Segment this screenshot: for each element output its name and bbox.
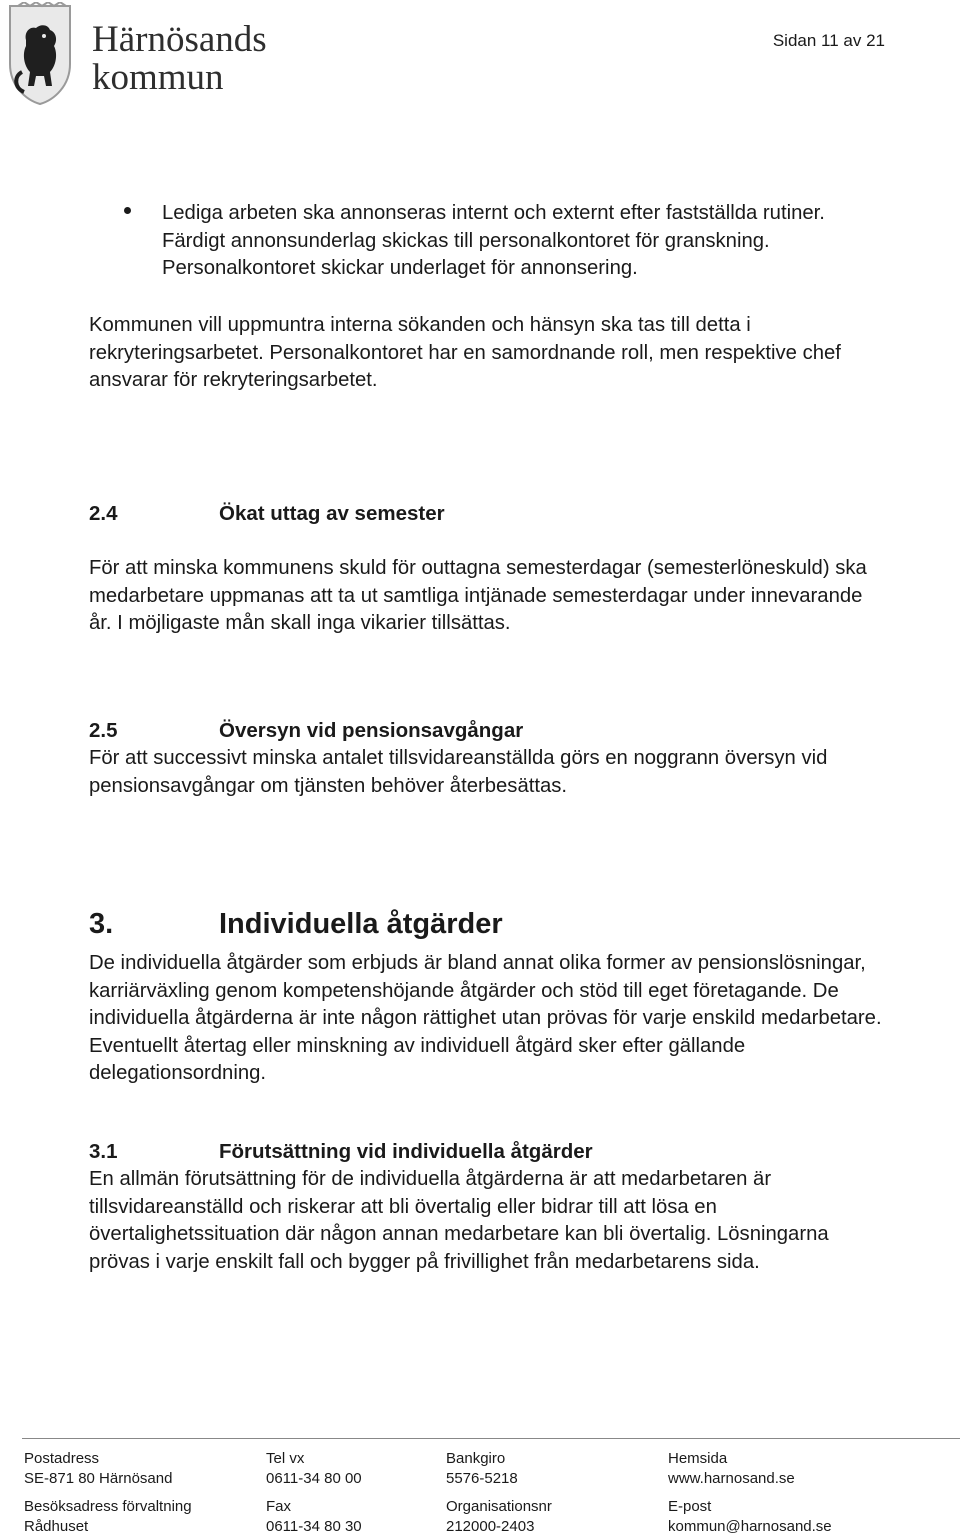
page-number: Sidan 11 av 21 <box>772 31 885 50</box>
footer-col-web <box>668 1449 832 1537</box>
logo-line-2: kommun <box>92 57 224 98</box>
footer-col-bank <box>446 1449 552 1537</box>
section-3-number: 3. <box>89 908 114 940</box>
section-3-title: Individuella åtgärder <box>219 908 503 940</box>
footer-hemsida-link[interactable]: www.harnosand.se <box>668 1470 795 1487</box>
section-2-5-title: Översyn vid pensionsavgångar <box>219 719 524 742</box>
footer-col-address <box>24 1449 192 1537</box>
section-2-4-body: För att minska kommunens skuld för outtagna semesterdagar (semesterlöneskuld) ska medarbetare uppmanas att ta ut samtliga intjänade semesterdagar under innevarande år. I möjligaste mån skall inga vikarier tillsättas. <box>89 557 867 634</box>
footer-bankgiro-value: 5576-5218 <box>446 1470 518 1487</box>
footer-epost-link[interactable]: kommun@harnosand.se <box>668 1518 832 1535</box>
footer-besok-value: Rådhuset <box>24 1518 89 1535</box>
footer-tel-label: Tel vx <box>266 1450 305 1467</box>
coat-of-arms-icon <box>4 2 76 106</box>
footer-epost-label: E-post <box>668 1498 712 1515</box>
section-3-1-title: Förutsättning vid individuella åtgärder <box>219 1140 593 1163</box>
footer-postadress-value: SE-871 80 Härnösand <box>24 1470 173 1487</box>
logo-line-1: Härnösands <box>92 19 267 60</box>
footer-postadress-label: Postadress <box>24 1450 100 1467</box>
footer-hemsida-label: Hemsida <box>668 1450 728 1467</box>
section-3-1-body: En allmän förutsättning för de individuella åtgärderna är att medarbetaren är tillsvidareanställd och riskerar att bli övertalig eller bidrar till att lösa en övertalighetssituation där någon annan medarbetare kan bli övertalig. Lösningarna prövas i varje enskilt fall och bygger på frivillighet från medarbetarens sida. <box>89 1168 829 1273</box>
footer-orgnr-value: 212000-2403 <box>446 1518 535 1535</box>
section-2-4-number: 2.4 <box>89 502 118 525</box>
footer-bankgiro-label: Bankgiro <box>446 1450 506 1467</box>
section-2-5-body: För att successivt minska antalet tillsvidareanställda görs en noggrann översyn vid pensionsavgångar om tjänsten behöver återbesättas. <box>89 747 828 797</box>
footer-besok-label: Besöksadress förvaltning <box>24 1498 192 1515</box>
footer-tel-value: 0611-34 80 00 <box>266 1470 362 1487</box>
intro-paragraph: Kommunen vill uppmuntra interna sökanden och hänsyn ska tas till detta i rekryteringsarbetet. Personalkontoret har en samordnande roll, men respektive chef ansvarar för rekryteringsarbetet. <box>89 314 841 391</box>
footer-orgnr-label: Organisationsnr <box>446 1498 552 1515</box>
section-2-4-title: Ökat uttag av semester <box>219 502 445 525</box>
bullet-text: Lediga arbeten ska annonseras internt och externt efter fastställda rutiner. Färdigt annonsunderlag skickas till personalkontoret för granskning. Personalkontoret skickar underlaget för annonsering. <box>162 202 825 279</box>
footer-fax-label: Fax <box>266 1498 292 1515</box>
section-3-body: De individuella åtgärder som erbjuds är bland annat olika former av pensionslösningar, karriärväxling genom kompetenshöjande åtgärder och stöd till eget företagande. De individuella åtgärderna är inte någon rättighet utan prövas för varje enskild medarbetare. Eventuellt återtag eller minskning av individuell åtgärd sker efter gällande delegationsordning. <box>89 952 882 1084</box>
bullet-icon <box>124 207 131 214</box>
footer-divider <box>22 1438 960 1439</box>
footer-fax-value: 0611-34 80 30 <box>266 1518 362 1535</box>
section-2-5-number: 2.5 <box>89 719 118 742</box>
municipality-logo <box>4 2 304 110</box>
footer-col-phone <box>266 1449 362 1537</box>
logo-wordmark <box>92 20 267 96</box>
section-3-1-number: 3.1 <box>89 1140 118 1163</box>
